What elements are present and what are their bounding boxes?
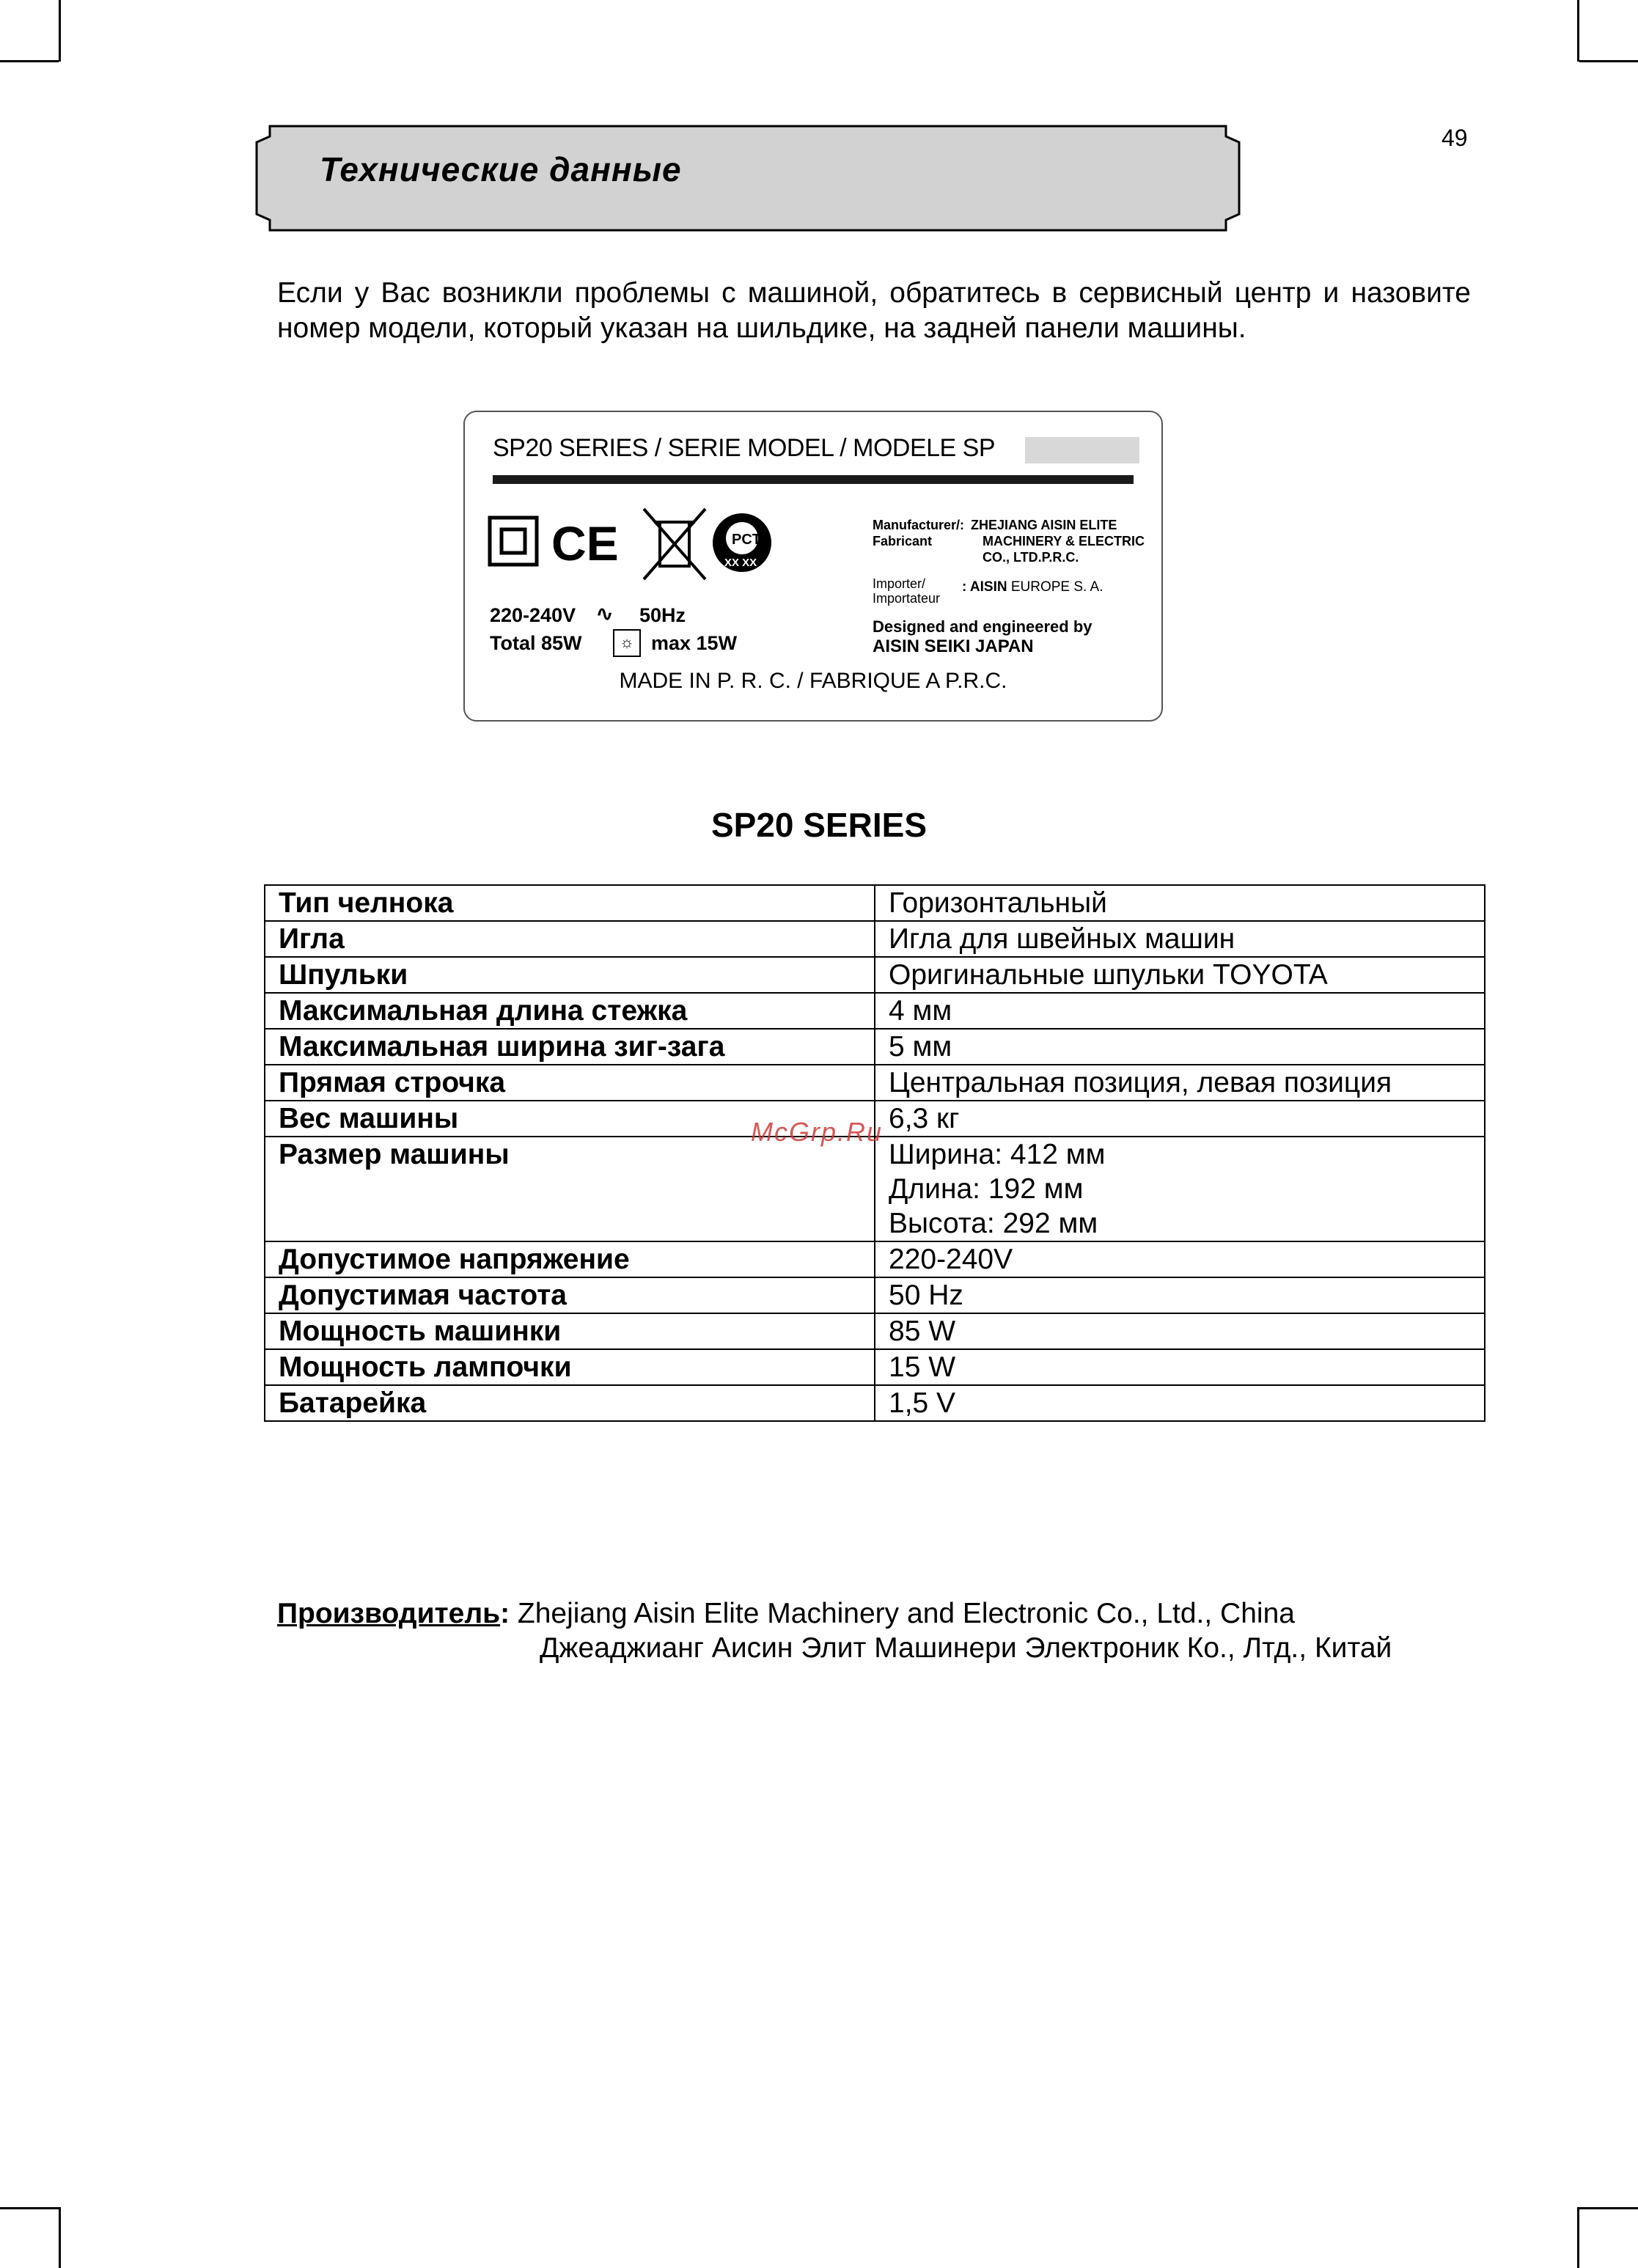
importer-name: : AISIN EUROPE S. A. — [962, 579, 1103, 595]
pct-code: XX XX — [724, 557, 757, 569]
designer-name: AISIN SEIKI JAPAN — [873, 636, 1034, 656]
spec-key: Вес машины — [265, 1101, 875, 1137]
spec-value: 50 Hz — [875, 1277, 1485, 1313]
pct-mark-label: PCT — [732, 532, 761, 548]
spec-value: 1,5 V — [875, 1385, 1485, 1421]
spec-value: 5 мм — [875, 1029, 1485, 1065]
table-row — [265, 1349, 1485, 1385]
ce-mark-icon: CE — [551, 516, 619, 570]
plate-header: SP20 SERIES / SERIE MODEL / MODELE SP — [493, 434, 996, 462]
table-row — [265, 885, 1485, 921]
table-row — [265, 921, 1485, 957]
crop-mark — [59, 2207, 61, 2268]
section-banner — [252, 125, 1244, 232]
fabricant-label: Fabricant — [873, 534, 933, 548]
intro-paragraph: Если у Вас возникли проблемы с машиной, обратитесь в сервисный центр и назовите номер модели, который указан на шильдике, на задней панели машины. — [277, 277, 1471, 344]
crop-mark — [0, 60, 59, 62]
crop-mark — [59, 0, 61, 62]
spec-table — [264, 884, 1485, 1422]
manufacturer-line — [277, 1596, 1295, 1632]
crop-mark — [1577, 2207, 1579, 2268]
model-number-blank — [1025, 437, 1139, 463]
spec-value: Центральная позиция, левая позиция — [875, 1065, 1485, 1101]
table-row — [265, 1277, 1485, 1313]
weee-bin-icon — [644, 509, 705, 579]
rating-plate — [463, 411, 1163, 722]
manufacturer-label: Manufacturer/: — [873, 518, 965, 532]
table-row — [265, 957, 1485, 993]
designed-by: Designed and engineered by — [873, 617, 1092, 636]
spec-value: Оригинальные шпульки TOYOTA — [875, 957, 1485, 993]
made-in: MADE IN P. R. C. / FABRIQUE A P.R.C. — [619, 669, 1007, 693]
total-power: Total 85W — [490, 632, 582, 654]
crop-mark — [1579, 2207, 1638, 2209]
crop-mark — [1577, 0, 1579, 62]
lamp-icon: ☼ — [613, 629, 641, 657]
dimension-height: Высота: 292 мм — [889, 1208, 1098, 1239]
plate-rule — [493, 475, 1134, 484]
voltage: 220-240V — [490, 604, 576, 626]
spec-value: 6,3 кг — [875, 1101, 1485, 1137]
manufacturer-colon: : — [500, 1598, 510, 1629]
spec-key: Тип челнока — [265, 885, 875, 921]
importer-label: Importer/ — [873, 576, 926, 591]
pct-mark-icon — [713, 513, 771, 572]
series-title: SP20 SERIES — [710, 806, 928, 844]
spec-value: 220-240V — [875, 1241, 1485, 1277]
table-row — [265, 1241, 1485, 1277]
crop-mark — [0, 2207, 59, 2209]
double-insulation-icon — [490, 518, 537, 565]
manufacturer-name: CO., LTD.P.R.C. — [983, 550, 1079, 565]
certification-icons — [487, 507, 795, 581]
spec-value — [875, 1137, 1485, 1241]
spec-value: 85 W — [875, 1313, 1485, 1349]
spec-key: Шпульки — [265, 957, 875, 993]
table-row — [265, 993, 1485, 1029]
importateur-label: Importateur — [873, 591, 941, 606]
spec-value: Горизонтальный — [875, 885, 1485, 921]
spec-key: Максимальная ширина зиг-зага — [265, 1029, 875, 1065]
manufacturer-name: ZHEJIANG AISIN ELITE — [971, 518, 1117, 532]
ac-icon: ∿ — [595, 602, 614, 626]
spec-key: Батарейка — [265, 1385, 875, 1421]
lamp-power: max 15W — [651, 632, 738, 654]
spec-key: Прямая строчка — [265, 1065, 875, 1101]
crop-mark — [1579, 60, 1638, 62]
manufacturer-name-en: Zhejiang Aisin Elite Machinery and Electronic Co., Ltd., China — [510, 1598, 1295, 1629]
dimension-length: Длина: 192 мм — [889, 1173, 1084, 1205]
manufacturer-label: Производитель — [277, 1598, 501, 1629]
spec-value: 15 W — [875, 1349, 1485, 1385]
table-row — [265, 1029, 1485, 1065]
spec-key: Мощность машинки — [265, 1313, 875, 1349]
manufacturer-name: MACHINERY & ELECTRIC — [983, 534, 1145, 548]
section-title: Технические данные — [320, 150, 682, 188]
spec-key: Размер машины — [265, 1137, 875, 1241]
dimension-width: Ширина: 412 мм — [889, 1139, 1106, 1170]
spec-key: Допустимая частота — [265, 1277, 875, 1313]
spec-key: Допустимое напряжение — [265, 1241, 875, 1277]
spec-key: Максимальная длина стежка — [265, 993, 875, 1029]
table-row — [265, 1137, 1485, 1241]
table-row — [265, 1385, 1485, 1421]
spec-key: Мощность лампочки — [265, 1349, 875, 1385]
spec-value: 4 мм — [875, 993, 1485, 1029]
frequency: 50Hz — [639, 604, 686, 626]
table-row — [265, 1065, 1485, 1101]
manufacturer-name-ru: Джеаджианг Аисин Элит Машинери Электроник Ко., Лтд., Китай — [540, 1632, 1392, 1664]
watermark: McGrp.Ru — [751, 1117, 884, 1147]
page-number: 49 — [1441, 125, 1468, 151]
spec-value: Игла для швейных машин — [875, 921, 1485, 957]
table-row — [265, 1313, 1485, 1349]
spec-key: Игла — [265, 921, 875, 957]
